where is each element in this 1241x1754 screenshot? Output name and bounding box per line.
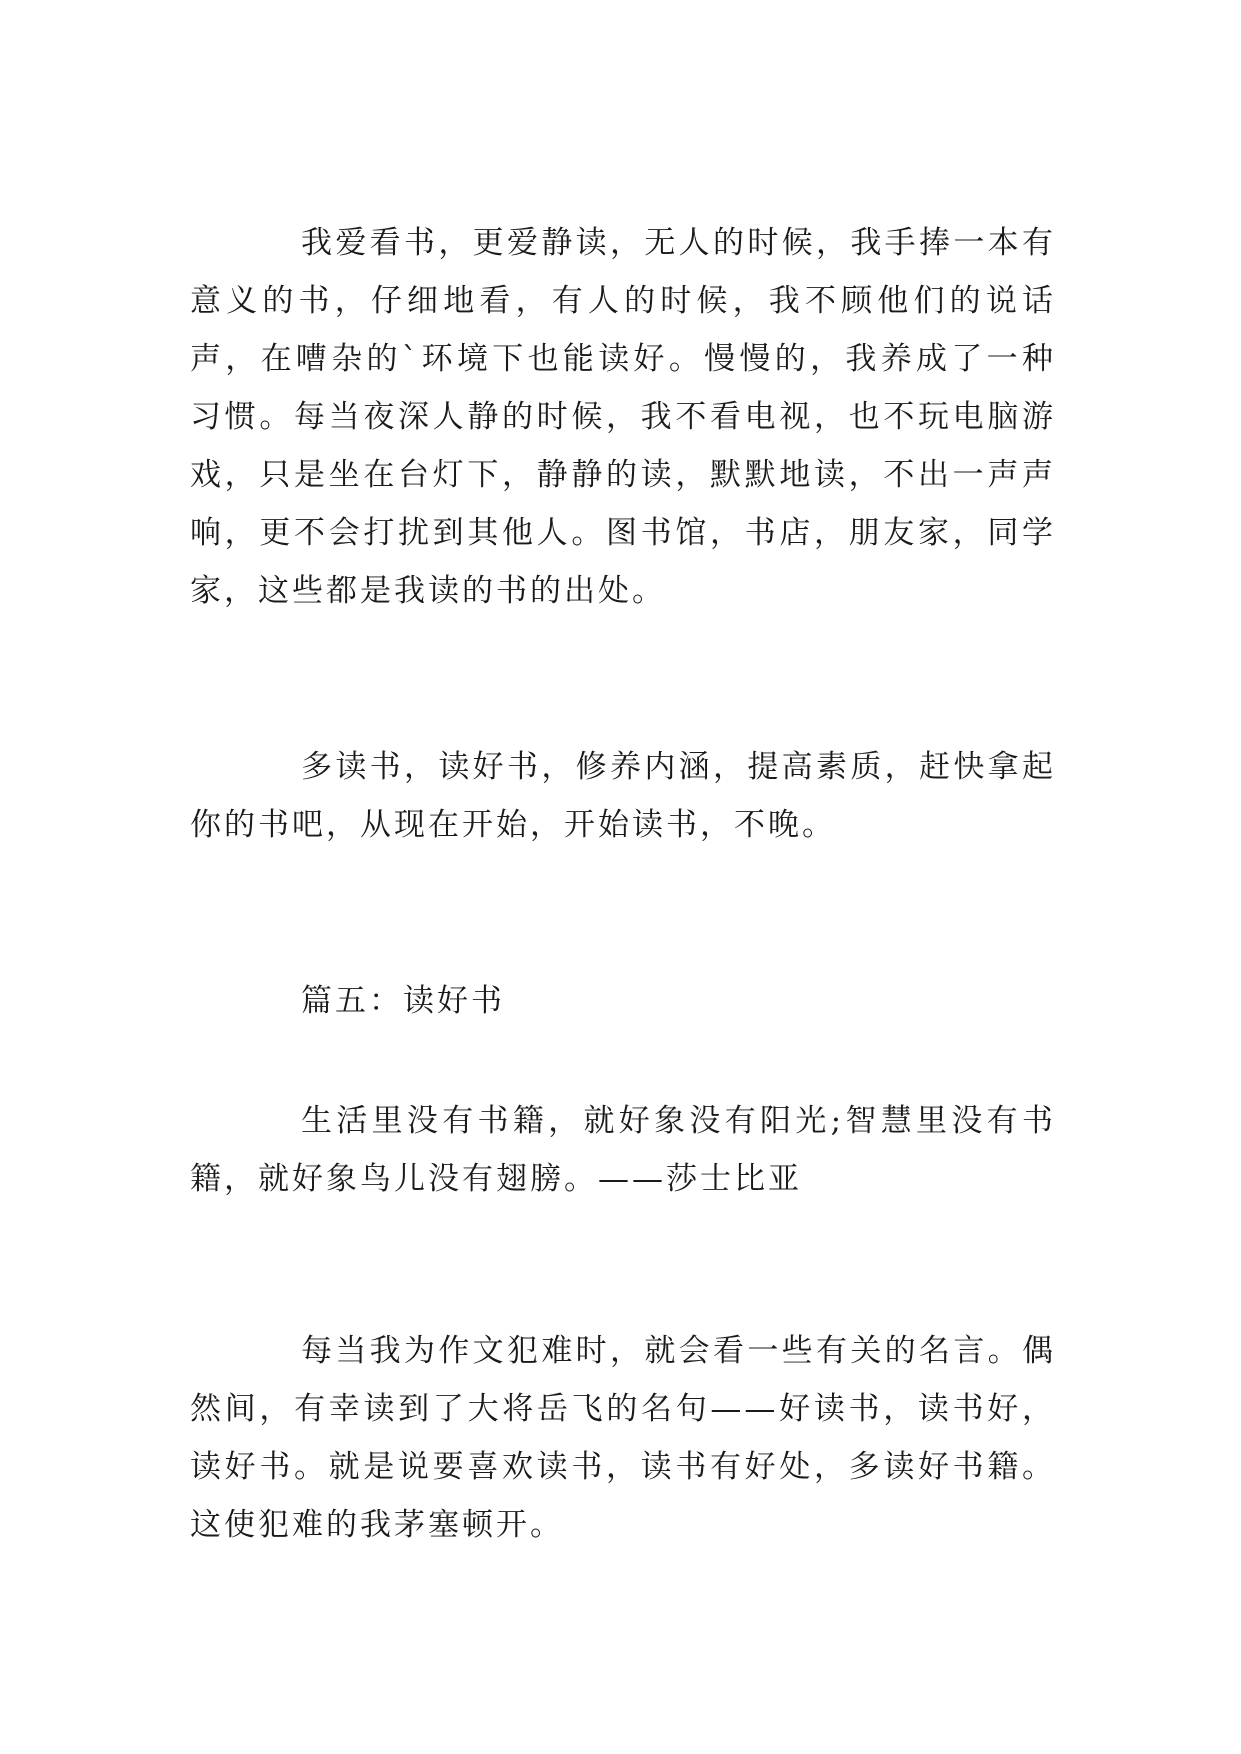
body-paragraph: 每当我为作文犯难时，就会看一些有关的名言。偶然间，有幸读到了大将岳飞的名句——好读书，读书好，读好书。就是说要喜欢读书，读书有好处，多读好书籍。这使犯难的我茅塞顿开。 — [190, 1333, 1056, 1543]
section-heading: 篇五：读好书 — [301, 983, 505, 1019]
body-paragraph: 我爱看书，更爱静读，无人的时候，我手捧一本有意义的书，仔细地看，有人的时候，我不顾他们的说话声，在嘈杂的`环境下也能读好。慢慢的，我养成了一种习惯。每当夜深人静的时候，我不看电视，也不玩电脑游戏，只是坐在台灯下，静静的读，默默地读，不出一声声响，更不会打扰到其他人。图书馆，书店，朋友家，同学家，这些都是我读的书的出处。 — [190, 225, 1056, 609]
quote-paragraph: 生活里没有书籍，就好象没有阳光;智慧里没有书籍，就好象鸟儿没有翅膀。——莎士比亚 — [190, 1103, 1056, 1197]
body-paragraph: 多读书，读好书，修养内涵，提高素质，赶快拿起你的书吧，从现在开始，开始读书，不晚。 — [190, 749, 1056, 843]
